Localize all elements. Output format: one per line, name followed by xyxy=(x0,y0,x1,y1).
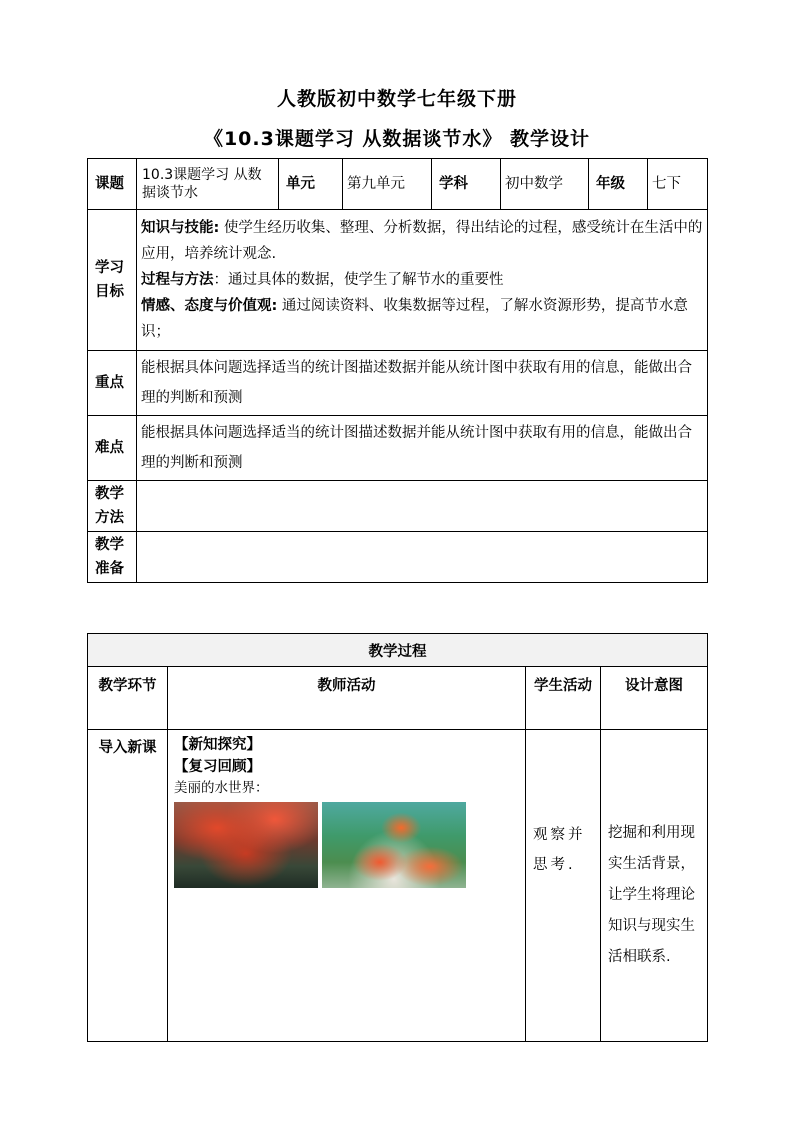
design-intent: 挖掘和利用现实生活背景，让学生将理论知识与现实生活相联系. xyxy=(601,730,708,1042)
process-table xyxy=(87,633,708,1042)
review-heading: 【复习回顾】 xyxy=(174,759,261,775)
course-label: 课题 xyxy=(88,159,137,210)
info-table xyxy=(87,158,708,583)
process-title: 教学过程 xyxy=(88,634,708,667)
goal-attitude-text: 通过阅读资料、收集数据等过程，了解水资源形势，提高节水意识； xyxy=(141,298,688,340)
col-intent: 设计意图 xyxy=(601,667,708,730)
subject-label: 学科 xyxy=(432,159,501,210)
course-value: 10.3课题学习 从数据谈节水 xyxy=(137,159,279,210)
prep-text xyxy=(137,532,708,583)
new-knowledge-heading: 【新知探究】 xyxy=(174,737,261,753)
goal-process: 过程与方法：通过具体的数据，使学生了解节水的重要性 xyxy=(141,272,504,288)
grade-label: 年级 xyxy=(589,159,648,210)
key-label: 重点 xyxy=(88,351,137,416)
key-text: 能根据具体问题选择适当的统计图描述数据并能从统计图中获取有用的信息，能做出合理的判断和预测 xyxy=(137,351,708,416)
student-activity: 观察并思考. xyxy=(526,730,601,1042)
unit-label: 单元 xyxy=(279,159,343,210)
goal-process-text: 通过具体的数据，使学生了解节水的重要性 xyxy=(228,272,504,288)
stage-intro: 导入新课 xyxy=(88,730,168,1042)
goal-process-head: 过程与方法 xyxy=(141,272,214,288)
difficulty-text: 能根据具体问题选择适当的统计图描述数据并能从统计图中获取有用的信息，能做出合理的判断和预测 xyxy=(137,416,708,481)
col-student: 学生活动 xyxy=(526,667,601,730)
unit-value: 第九单元 xyxy=(343,159,432,210)
document-title: 人教版初中数学七年级下册 xyxy=(276,88,517,110)
method-label: 教学方法 xyxy=(88,481,137,532)
grade-value: 七下 xyxy=(648,159,708,210)
subject-value: 初中数学 xyxy=(501,159,589,210)
goal-knowledge-head: 知识与技能 xyxy=(141,220,214,236)
goal-attitude-head: 情感、态度与价值观 xyxy=(141,298,272,314)
goal-knowledge: 知识与技能: 使学生经历收集、整理、分析数据，得出结论的过程，感受统计在生活中的应用，培养统计观念. xyxy=(141,220,703,262)
col-teacher: 教师活动 xyxy=(168,667,526,730)
teacher-activity xyxy=(168,730,526,1042)
col-stage: 教学环节 xyxy=(88,667,168,730)
photo-row xyxy=(174,802,519,888)
goldfish-image xyxy=(322,802,466,888)
goal-attitude: 情感、态度与价值观: 通过阅读资料、收集数据等过程，了解水资源形势，提高节水意识； xyxy=(141,298,688,340)
difficulty-label: 难点 xyxy=(88,416,137,481)
prep-label: 教学准备 xyxy=(88,532,137,583)
document-subtitle: 《10.3课题学习 从数据谈节水》 教学设计 xyxy=(203,128,591,150)
goal-knowledge-text: 使学生经历收集、整理、分析数据，得出结论的过程，感受统计在生活中的应用，培养统计观念. xyxy=(141,220,703,262)
fish-school-image xyxy=(174,802,318,888)
goals-label: 学习目标 xyxy=(88,210,137,351)
method-text xyxy=(137,481,708,532)
water-world-line: 美丽的水世界： xyxy=(174,780,269,796)
goals-content xyxy=(137,210,708,351)
